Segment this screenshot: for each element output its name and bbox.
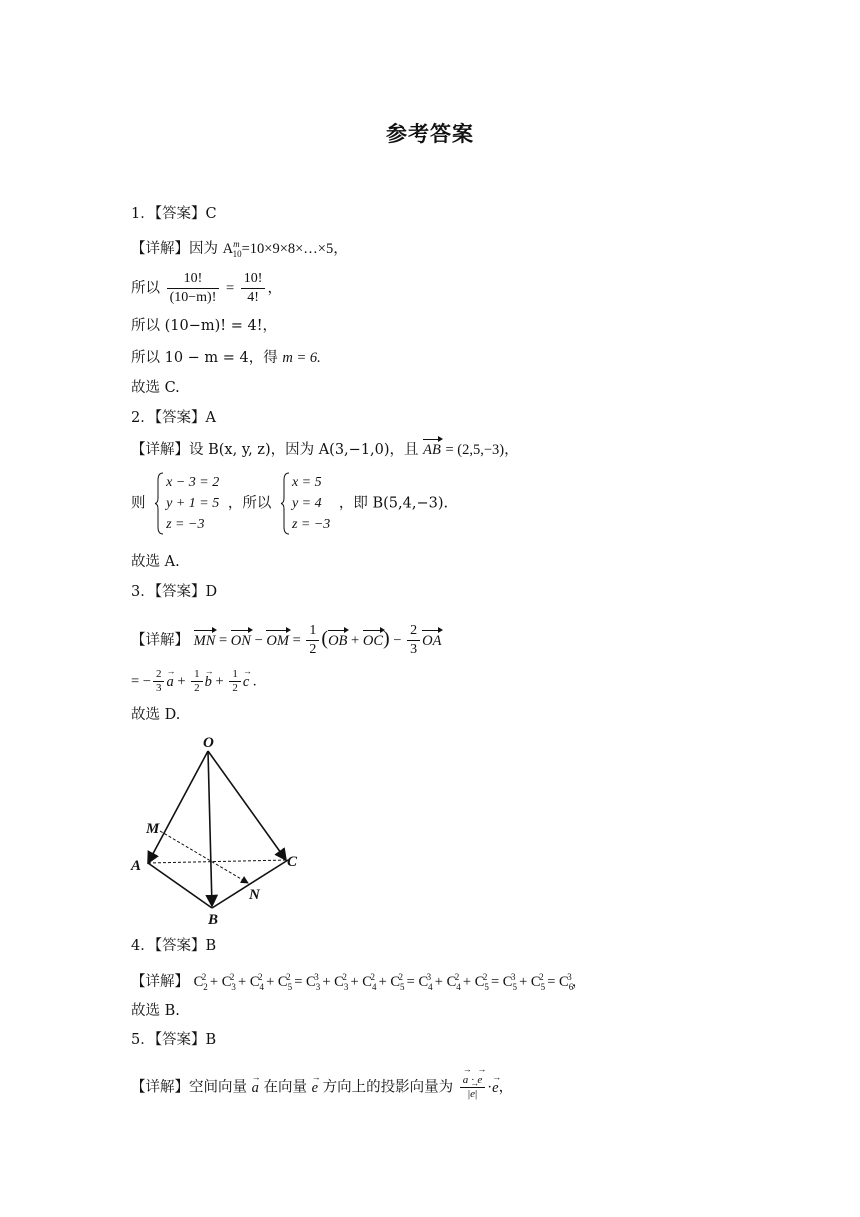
q1-detail-3: 所以 (10−m)! = 4!， [131, 318, 278, 334]
label-b: B [208, 912, 219, 928]
q5-detail: 【详解】空间向量 a → 在向量 e → 方向上的投影向量为 $\frac{a \to \cdot e \to}{|e \to|}$ ·e →， [131, 1074, 513, 1101]
brace-icon [280, 472, 290, 535]
q4-conclusion: 故选 B. [131, 1003, 180, 1019]
q2-sys2-row: y = 4 [291, 496, 322, 511]
label-a: A [131, 858, 142, 874]
label-m: M [146, 821, 160, 837]
q1-conclusion: 故选 C. [131, 380, 180, 396]
q2-sys2-row: z = −3 [291, 517, 331, 532]
q2-sys1-row: x − 3 = 2 [166, 475, 220, 490]
q1-frac-left-num: 10! [167, 270, 220, 289]
q2-conclusion: 故选 A. [131, 554, 180, 570]
q5-projection-fraction: $\frac{a \to \cdot e \to}{|e \to|}$ [460, 1074, 486, 1101]
edge-oc [208, 751, 286, 860]
q1-detail-4 [131, 348, 321, 368]
edge-ac-dashed [148, 860, 288, 863]
q2-detail-1 [131, 440, 519, 460]
q5-detail-text: 【详解】空间向量 [131, 1079, 247, 1096]
q1-detail-4-text: 所以 10 − m = 4，得 [131, 350, 278, 366]
q5-detail-mid1: 在向量 [263, 1079, 307, 1096]
q3-conclusion: 故选 D. [131, 707, 181, 723]
q2-detail-2 [131, 472, 448, 535]
label-n: N [249, 887, 260, 903]
q2-answer: 2．【答案】A [131, 410, 216, 426]
q5-answer: 5．【答案】B [131, 1032, 217, 1048]
page-title: 参考答案 [386, 121, 474, 146]
q2-sys1-row: y + 1 = 5 [166, 496, 220, 511]
q3-detail-1: 【详解】 MN = ON − OM = $\frac{1}{2}$ (OB + OC) − $\frac{2}{3}$ OA [131, 623, 442, 657]
q2-system-1 [154, 472, 219, 535]
q2-result: ，即 B(5,4,−3). [338, 495, 449, 512]
edge-ob [208, 751, 212, 906]
q3-detail-label: 【详解】 [131, 632, 189, 649]
q2-vector-ab: AB [423, 442, 441, 458]
q5-detail-mid2: 方向上的投影向量为 [322, 1079, 454, 1096]
tetrahedron-diagram [128, 733, 308, 931]
label-o: O [203, 735, 214, 751]
q2-sys2-row: x = 5 [291, 475, 322, 490]
q2-system-2 [280, 472, 330, 535]
q2-sys1-row: z = −3 [166, 517, 205, 532]
q1-answer: 1．【答案】C [131, 206, 217, 222]
q3-detail-2: = − $\frac{2}{3}$ a → + $\frac{1}{2}$ b → + $\frac{1}{2}$ c → . [131, 668, 257, 695]
q4-answer: 4．【答案】B [131, 938, 217, 954]
q1-frac-right-den: 4! [247, 290, 259, 305]
q1-fraction-right [241, 270, 266, 307]
vector-mn-dashed [160, 831, 248, 883]
q1-detail-1-text: 【详解】因为 [131, 240, 218, 257]
q1-detail-1: 【详解】因为 $A^m_{10}=10\times 9\times 8\times\dots\times 5$， [131, 239, 348, 259]
q5-tail: ， [498, 1079, 514, 1096]
edge-oa [148, 751, 208, 863]
q2-then: 则 [131, 495, 146, 512]
q1-detail-4-result: m = 6. [282, 350, 321, 366]
label-c: C [287, 854, 298, 870]
q1-detail-2-text: 所以 [131, 280, 160, 297]
q2-detail-1-text: 【详解】设 B(x, y, z)，因为 A(3,−1,0)，且 [131, 442, 419, 458]
q1-detail-1-expr: =10×9×8×…×5， [241, 240, 348, 257]
q4-detail: 【详解】 $C_2^2 + C_3^2 + C_4^2 + C_5^2 = C_3^3 + C_3^2 + C_4^2 + C_5^2 = C_4^3 + C_4^2 + C_5^2 = C_5^3 + C_5^2 = C_6^3$， [131, 972, 587, 992]
q2-so: ，所以 [227, 495, 272, 512]
q1-fraction-left [167, 270, 220, 307]
edge-ab [148, 863, 212, 908]
brace-icon [154, 472, 164, 535]
q1-detail-2: 所以 $\frac{10!}{(10-m)!}$ = $\frac{10!}{4!}$ ， [131, 271, 282, 305]
q4-detail-label: 【详解】 [131, 973, 189, 990]
q3-answer: 3．【答案】D [131, 584, 218, 600]
q2-detail-1-tail: = (2,5,−3)， [445, 442, 519, 458]
q1-frac-right-num: 10! [241, 270, 266, 289]
q1-frac-left-den: (10−m)! [169, 290, 217, 305]
